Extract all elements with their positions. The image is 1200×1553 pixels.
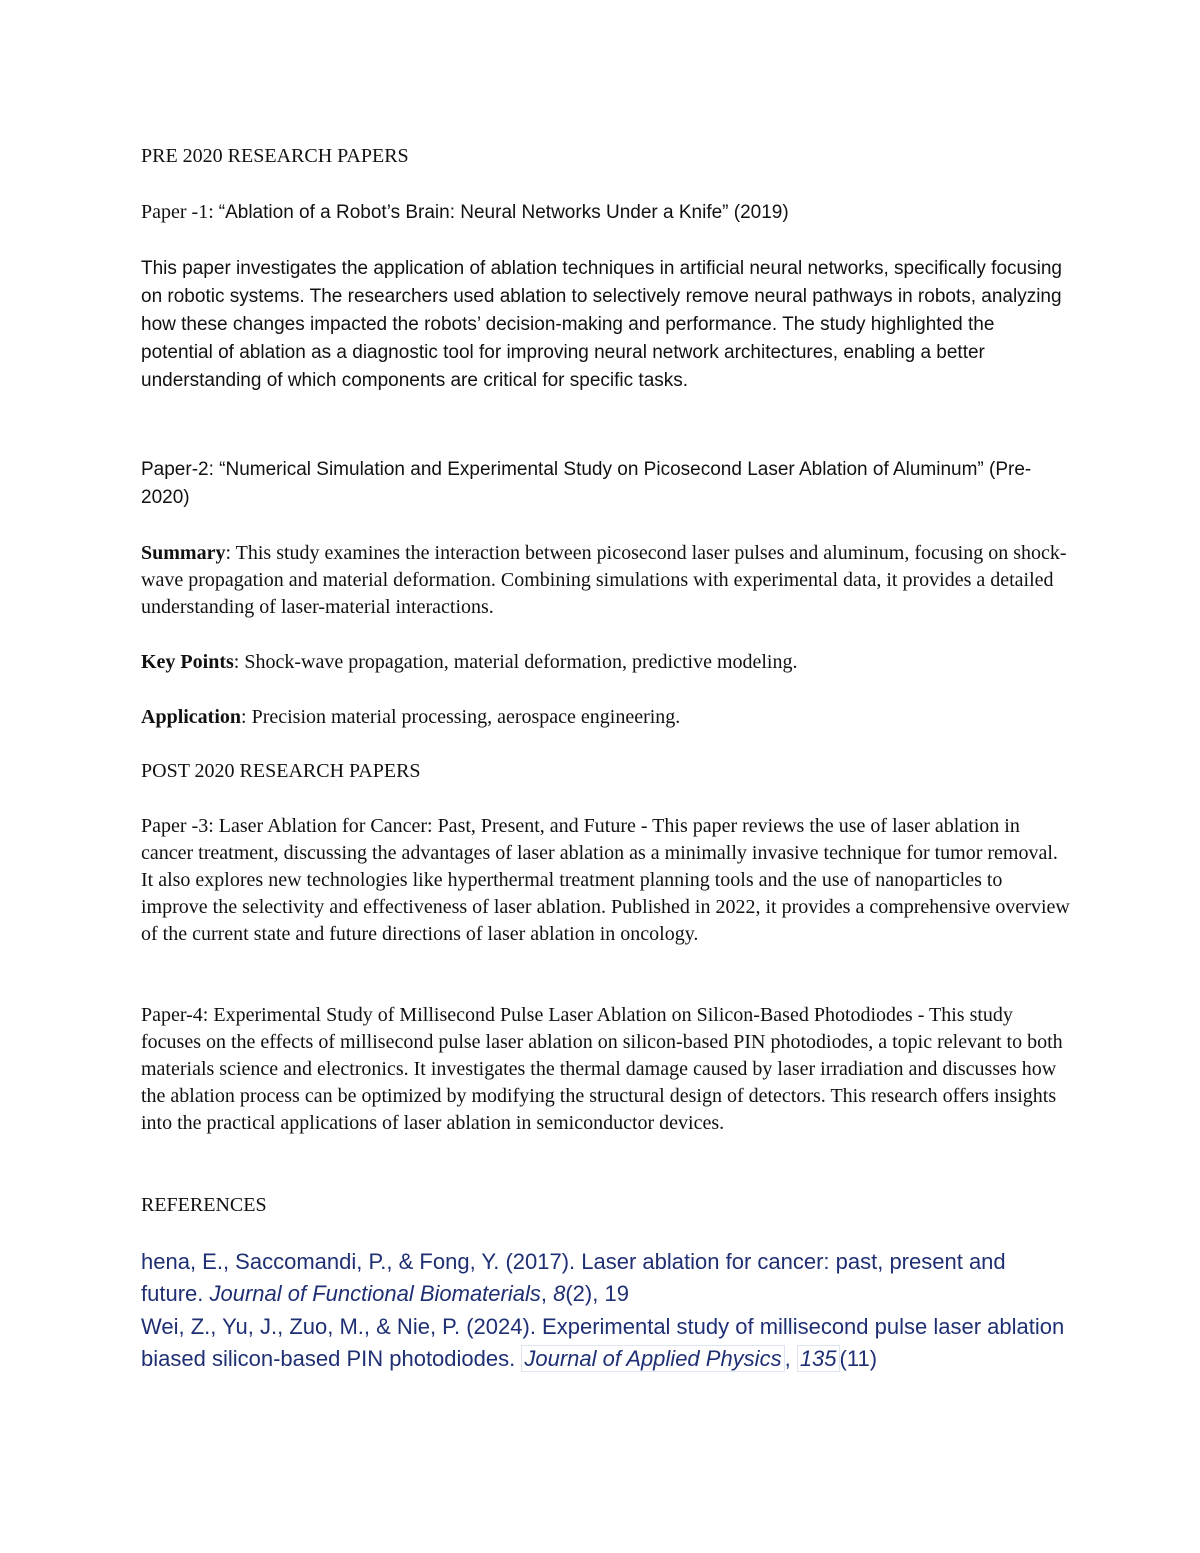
- reference-authors-title: hena, E., Saccomandi, P., & Fong, Y. (2017). Laser ablation for cancer: past, present and future.: [141, 1249, 1006, 1306]
- application-label: Application: [141, 706, 242, 728]
- reference-volume-link[interactable]: 135: [797, 1345, 840, 1372]
- paper-2-title: Paper-2: “Numerical Simulation and Experimental Study on Picosecond Laser Ablation of Aluminum” (Pre-2020): [141, 459, 1032, 508]
- reference-item: [141, 1246, 1071, 1310]
- paper-2-summary: [141, 540, 1071, 621]
- reference-volume: 8: [553, 1281, 566, 1306]
- reference-separator: ,: [784, 1346, 797, 1371]
- reference-journal-link[interactable]: Journal of Applied Physics: [521, 1345, 784, 1372]
- pre-2020-heading: PRE 2020 RESEARCH PAPERS: [141, 145, 409, 167]
- paper-1-title: [141, 199, 1071, 227]
- key-points-text: : Shock-wave propagation, material deformation, predictive modeling.: [233, 651, 798, 673]
- summary-text: : This study examines the interaction between picosecond laser pulses and aluminum, focusing on shock-wave propagation and material deformation. Combining simulations with experimental data, it provides a detailed understanding of laser-material interactions.: [141, 542, 1067, 618]
- paper-1-title-text: “Ablation of a Robot’s Brain: Neural Networks Under a Knife” (2019): [218, 202, 789, 223]
- paper-2-application: [141, 704, 1071, 731]
- paper-4-paragraph: Paper-4: Experimental Study of Millisecond Pulse Laser Ablation on Silicon-Based Photodiodes - This study focuses on the effects of millisecond pulse laser ablation on silicon-based PIN photodiodes, a topic relevant to both materials science and electronics. It investigates the thermal damage caused by laser irradiation and discusses how the ablation process can be optimized by modifying the structural design of detectors. This research offers insights into the practical applications of laser ablation in semiconductor devices.: [141, 1004, 1063, 1134]
- reference-separator: ,: [540, 1281, 554, 1306]
- paper-3-paragraph: Paper -3: Laser Ablation for Cancer: Past, Present, and Future - This paper reviews the use of laser ablation in cancer treatment, discussing the advantages of laser ablation as a minimally invasive technique for tumor removal. It also explores new technologies like hyperthermal treatment planning tools and the use of nanoparticles to improve the selectivity and effectiveness of laser ablation. Published in 2022, it provides a comprehensive overview of the current state and future directions of laser ablation in oncology.: [141, 815, 1070, 945]
- reference-issue: (11): [839, 1346, 878, 1371]
- reference-issue: (2), 19: [565, 1281, 629, 1306]
- references-heading: REFERENCES: [141, 1194, 267, 1216]
- paper-1-label: Paper -1:: [141, 201, 219, 223]
- paper-1-body: This paper investigates the application of ablation techniques in artificial neural networks, specifically focusing on robotic systems. The researchers used ablation to selectively remove neural pathways in robots, analyzing how these changes impacted the robots’ decision-making and performance. The study highlighted the potential of ablation as a diagnostic tool for improving neural network architectures, enabling a better understanding of which components are critical for specific tasks.: [141, 258, 1062, 391]
- reference-item: [141, 1311, 1071, 1375]
- reference-authors-title: Wei, Z., Yu, J., Zuo, M., & Nie, P. (2024). Experimental study of millisecond pulse laser ablation biased silicon-based PIN photodiodes.: [141, 1314, 1065, 1371]
- reference-journal: Journal of Functional Biomaterials: [209, 1281, 541, 1306]
- paper-2-key-points: [141, 649, 1071, 676]
- key-points-label: Key Points: [141, 651, 234, 673]
- application-text: : Precision material processing, aerospace engineering.: [241, 706, 681, 728]
- summary-label: Summary: [141, 542, 226, 564]
- post-2020-heading: POST 2020 RESEARCH PAPERS: [141, 760, 421, 782]
